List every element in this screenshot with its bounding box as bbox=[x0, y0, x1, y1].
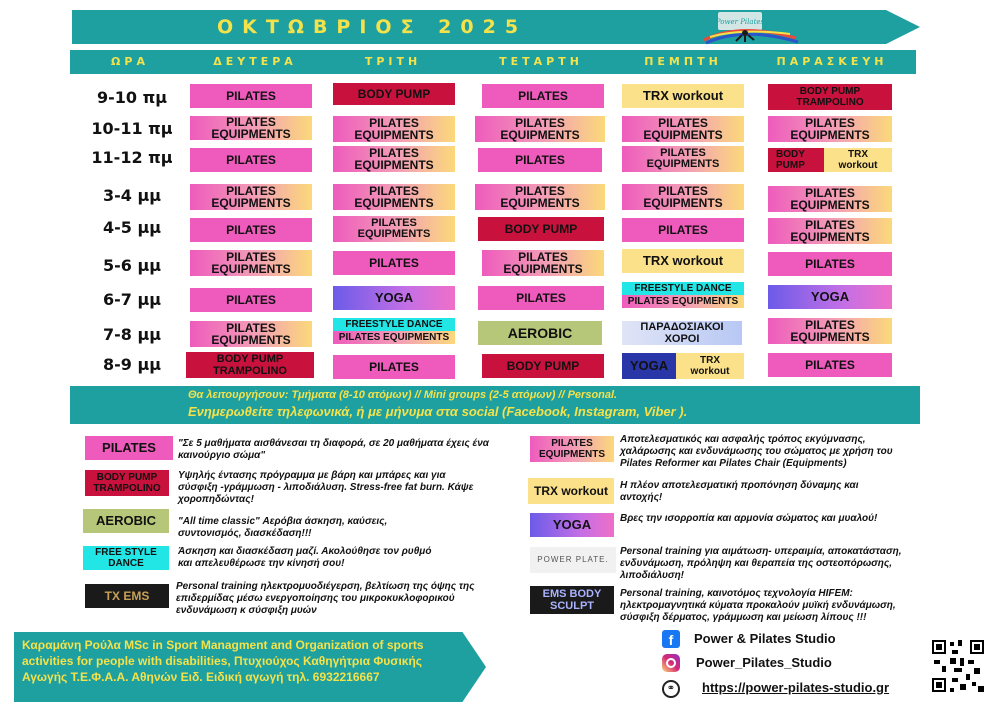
time-label: 3-4 μμ bbox=[102, 186, 162, 205]
time-label: 6-7 μμ bbox=[102, 290, 162, 309]
facebook-link[interactable]: Power & Pilates Studio bbox=[694, 631, 836, 646]
class-pilates-equipments: PILATES EQUIPMENTS bbox=[768, 218, 892, 244]
class-pilates-equipments: PILATES EQUIPMENTS bbox=[333, 146, 455, 172]
class-pilates-equipments: PILATES EQUIPMENTS bbox=[190, 250, 312, 276]
class-pilates: PILATES bbox=[190, 288, 312, 312]
svg-text:Power Pilates: Power Pilates bbox=[715, 18, 765, 26]
notice-line-2: Ενημερωθείτε τηλεφωνικά, ή με μήνυμα στα social (Facebook, Instagram, Viber ). bbox=[188, 404, 688, 419]
time-label: 5-6 μμ bbox=[102, 256, 162, 275]
class-body-pump-trampolino: BODY PUMP TRAMPOLINO bbox=[768, 84, 892, 110]
class-body-pump-trampolino: BODY PUMP TRAMPOLINO bbox=[186, 352, 314, 378]
legend-pilates-desc: "Σε 5 μαθήματα αισθάνεσαι τη διαφορά, σε 20 μαθήματα έχεις ένα καινούργιο σώμα" bbox=[178, 438, 489, 461]
footer-info-text: Καραμάνη Ρούλα MSc in Sport Managment and Organization of sports activities for people with disabilities, Πτυχιούχος Καθηγήτρια Φυσικής Αγωγής Τ.Ε.Φ.Α.Α. Αθηνών Ειδ. Ειδική αγωγή τηλ. 6932216667 bbox=[22, 638, 424, 684]
class-trx-workout: TRX workout bbox=[622, 84, 744, 108]
legend-trx: TRX workout bbox=[528, 478, 614, 504]
page-title: ΟΚΤΩΒΡΙΟΣ 2025 bbox=[216, 16, 528, 38]
class-aerobic: AEROBIC bbox=[478, 321, 602, 345]
class-pilates-equipments: PILATES EQUIPMENTS bbox=[190, 116, 312, 140]
website-link[interactable]: https://power-pilates-studio.gr bbox=[702, 680, 890, 695]
time-label: 10-11 πμ bbox=[91, 119, 173, 138]
class-pilates-equipments: PILATES EQUIPMENTS bbox=[333, 116, 455, 142]
legend-powerplate: POWER PLATE. bbox=[530, 547, 616, 573]
legend-bodypump: BODY PUMP TRAMPOLINO bbox=[85, 470, 169, 496]
header-friday: ΠΑΡΑΣΚΕΥΗ bbox=[776, 55, 888, 68]
class-pilates: PILATES bbox=[333, 251, 455, 275]
class-pilates-equipments: PILATES EQUIPMENTS bbox=[190, 321, 312, 347]
header-time: ΩΡΑ bbox=[111, 55, 149, 68]
time-label: 4-5 μμ bbox=[102, 218, 162, 237]
class-freestyle-dance: FREESTYLE DANCE bbox=[622, 282, 744, 295]
class-pilates-equipments: PILATES EQUIPMENTS bbox=[333, 331, 455, 344]
legend-pilates-equipments: PILATES EQUIPMENTS bbox=[530, 436, 614, 462]
class-traditional-dances: ΠΑΡΑΔΟΣΙΑΚΟΙ ΧΟΡΟΙ bbox=[622, 321, 742, 345]
time-label: 8-9 μμ bbox=[102, 355, 162, 374]
class-trx-workout: TRX workout bbox=[676, 353, 744, 379]
class-pilates-equipments: PILATES EQUIPMENTS bbox=[622, 295, 744, 308]
facebook-icon[interactable]: f bbox=[662, 630, 680, 648]
notice-line-1: Θα λειτουργήσουν: Τμήματα (8-10 ατόμων) // Mini groups (2-5 ατόμων) // Personal. bbox=[188, 389, 618, 401]
legend-txems-desc: Personal training ηλεκτρομυοδιέγερση, βελτίωση της όψης της επιδερμίδας μέσω ενεργοποίησης του μικροκυκλοφορικού ενδυνάμωση κ σύσφιξη μυών bbox=[176, 581, 475, 616]
instagram-link[interactable]: Power_Pilates_Studio bbox=[696, 655, 832, 670]
class-body-pump: BODY PUMP bbox=[482, 354, 604, 378]
class-body-pump: BODY PUMP bbox=[333, 83, 455, 105]
header-monday: ΔΕΥΤΕΡΑ bbox=[213, 55, 297, 68]
class-pilates-equipments: PILATES EQUIPMENTS bbox=[768, 116, 892, 142]
legend-freestyle-desc: Άσκηση και διασκέδαση μαζί. Ακολούθησε τον ρυθμό και απελευθέρωσε την κίνησή σου! bbox=[178, 546, 432, 569]
class-pilates-equipments: PILATES EQUIPMENTS bbox=[475, 184, 605, 210]
class-yoga: YOGA bbox=[333, 286, 455, 310]
class-pilates: PILATES bbox=[190, 218, 312, 242]
legend-txems: TX EMS bbox=[85, 584, 169, 608]
legend-yoga: YOGA bbox=[530, 513, 614, 537]
class-yoga: YOGA bbox=[768, 285, 892, 309]
class-pilates-equipments: PILATES EQUIPMENTS bbox=[333, 216, 455, 242]
legend-pilates-equipments-desc: Αποτελεσματικός και ασφαλής τρόπος εκγύμνασης, χαλάρωσης και ενδυνάμωσης του σώματος με χρήση του Pilates Reformer και Pilates Chair (Equipments) bbox=[620, 434, 893, 469]
legend-emsbody-desc: Personal training, καινοτόμος τεχνολογία HIFEM: ηλεκτρομαγνητικά κύματα προκαλούν μυϊκή ενδυνάμωση, σύσφιξη δέρματος, γράμμωση και μείωση λίπους !!! bbox=[620, 588, 896, 623]
legend-emsbody: EMS BODY SCULPT bbox=[530, 586, 614, 614]
class-pilates: PILATES bbox=[768, 252, 892, 276]
legend-freestyle: FREE STYLE DANCE bbox=[83, 546, 169, 570]
studio-logo bbox=[700, 8, 800, 46]
class-pilates: PILATES bbox=[482, 84, 604, 108]
class-pilates: PILATES bbox=[478, 286, 604, 310]
time-label: 11-12 πμ bbox=[91, 148, 173, 167]
class-pilates: PILATES bbox=[190, 84, 312, 108]
class-pilates-equipments: PILATES EQUIPMENTS bbox=[333, 184, 455, 210]
class-pilates: PILATES bbox=[478, 148, 602, 172]
time-label: 7-8 μμ bbox=[102, 325, 162, 344]
class-pilates-equipments: PILATES EQUIPMENTS bbox=[622, 146, 744, 172]
class-pilates-equipments: PILATES EQUIPMENTS bbox=[622, 184, 744, 210]
class-pilates: PILATES bbox=[622, 218, 744, 242]
class-pilates: PILATES bbox=[190, 148, 312, 172]
class-body-pump: BODY PUMP bbox=[768, 148, 824, 172]
legend-aerobic-desc: "All time classic" Αερόβια άσκηση, καύσεις, συντονισμός, διασκέδαση!!! bbox=[178, 516, 388, 539]
class-pilates-equipments: PILATES EQUIPMENTS bbox=[190, 184, 312, 210]
class-yoga: YOGA bbox=[622, 353, 676, 379]
header-tuesday: ΤΡΙΤΗ bbox=[364, 55, 422, 68]
class-pilates-equipments: PILATES EQUIPMENTS bbox=[482, 250, 604, 276]
class-pilates: PILATES bbox=[768, 353, 892, 377]
class-freestyle-dance: FREESTYLE DANCE bbox=[333, 318, 455, 331]
time-label: 9-10 πμ bbox=[96, 88, 168, 107]
legend-pilates: PILATES bbox=[85, 436, 173, 460]
legend-aerobic: AEROBIC bbox=[83, 509, 169, 533]
class-pilates-equipments: PILATES EQUIPMENTS bbox=[768, 318, 892, 344]
class-body-pump: BODY PUMP bbox=[478, 217, 604, 241]
header-wednesday: ΤΕΤΑΡΤΗ bbox=[499, 55, 583, 68]
qr-code-icon[interactable] bbox=[930, 638, 986, 694]
link-icon: ⚭ bbox=[662, 680, 680, 698]
class-trx-workout: TRX workout bbox=[824, 148, 892, 172]
class-pilates-equipments: PILATES EQUIPMENTS bbox=[768, 186, 892, 212]
class-trx-workout: TRX workout bbox=[622, 249, 744, 273]
class-pilates-equipments: PILATES EQUIPMENTS bbox=[475, 116, 605, 142]
class-pilates-equipments: PILATES EQUIPMENTS bbox=[622, 116, 744, 142]
header-thursday: ΠΕΜΠΤΗ bbox=[644, 55, 722, 68]
legend-trx-desc: Η πλέον αποτελεσματική προπόνηση δύναμης και αντοχής! bbox=[620, 480, 859, 503]
instagram-icon[interactable] bbox=[662, 654, 680, 672]
legend-yoga-desc: Βρες την ισορροπία και αρμονία σώματος και μυαλού! bbox=[620, 513, 878, 524]
legend-bodypump-desc: Υψηλής έντασης πρόγραμμα με βάρη και μπάρες και για σύσφιξη -γράμμωση - λιποδιάλυση. Stress-free fat burn. Κάψε χοροπηδώντας! bbox=[178, 470, 474, 505]
legend-powerplate-desc: Personal training για αιμάτωση- υπεραιμία, αποκατάσταση, ενδυνάμωση, πρόληψη και θεραπεία της οστεοπόρωσης, λιποδιάλυση! bbox=[620, 546, 902, 581]
class-pilates: PILATES bbox=[333, 355, 455, 379]
